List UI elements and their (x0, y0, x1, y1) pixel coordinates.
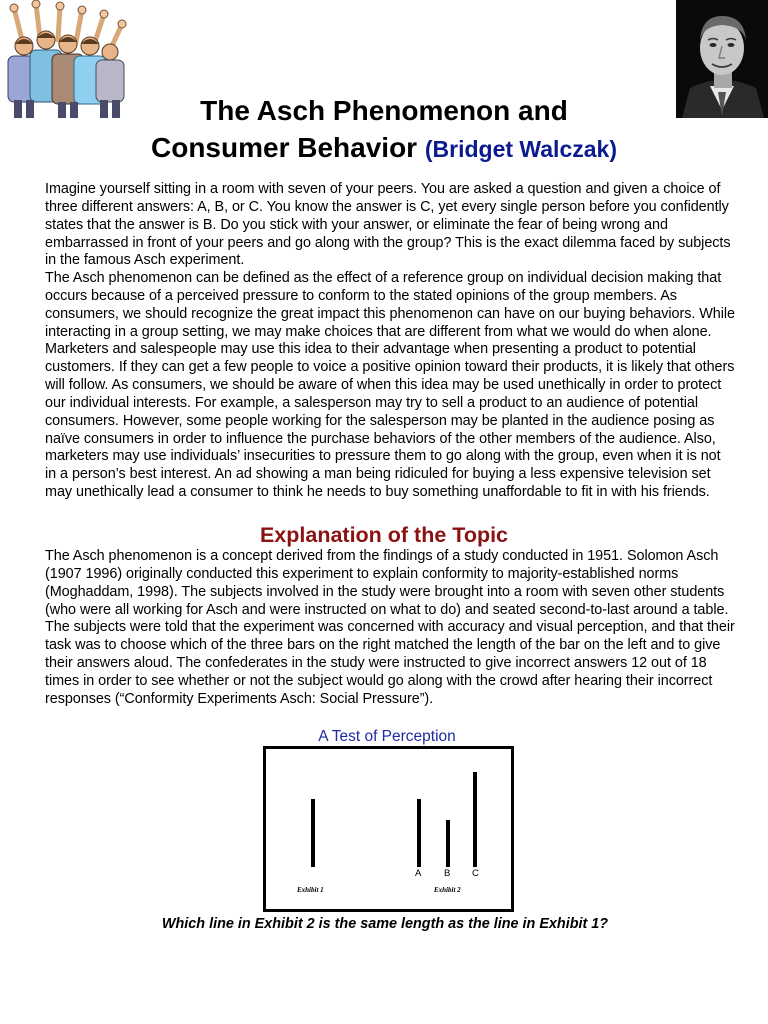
page-title (0, 92, 768, 168)
figure-question: Which line in Exhibit 2 is the same length as the line in Exhibit 1? (161, 916, 609, 932)
bar-label-b: B (444, 868, 451, 879)
bar-label-c: C (472, 868, 479, 879)
intro-paragraph-2: The Asch phenomenon can be defined as the effect of a reference group on individual decision making that occurs because of a perceived pressure to conform to the stated opinions of the group members. As consumers, we should recognize the great impact this phenomenon can have on our buying behaviors. While interacting in a group setting, we may make choices that are different from what we would do when alone. Marketers and salespeople may use this idea to their advantage when presenting a product to potential customers. If they can get a few people to voice a positive opinion toward their products, it is likely that others will follow. As consumers, we should be aware of when this idea may be used unethically in order to protect our individual interests. For example, a salesperson may try to sell a product to an audience of potential consumers. However, some people working for the salesperson may be planted in the audience posing as naïve consumers in order to influence the purchase behaviors of the other members of the audience. Also, marketers may use individuals’ insecurities to pressure them to go along with the group, even when it is not in a person’s best interest. An ad showing a man being ridiculed for buying a less expensive television set may unethically lead a consumer to think he needs to buy something unaffordable to fit in with his friends. (45, 270, 736, 501)
section-heading-explanation: Explanation of the Topic (259, 523, 509, 547)
exhibit-1-label: Exhibit 1 (297, 886, 324, 894)
exhibit-2-label: Exhibit 2 (434, 886, 461, 894)
exhibit-1-line (311, 799, 315, 867)
perception-test-figure (263, 746, 514, 912)
title-line-2: Consumer Behavior (151, 132, 425, 163)
exhibit-2-line-a (417, 799, 421, 867)
intro-paragraph-1: Imagine yourself sitting in a room with seven of your peers. You are asked a question and given a choice of three different answers: A, B, or C. You know the answer is C, yet every single person before you confidently states that the answer is B. Do you stick with your answer, or eliminate the fear of being wrong and embarrassed in front of your peers and go along with the group? This is the exact dilemma faced by subjects in the famous Asch experiment. (45, 181, 731, 269)
bar-label-a: A (415, 868, 422, 879)
exhibit-2-line-b (446, 820, 450, 867)
author-name: (Bridget Walczak) (424, 136, 617, 162)
exhibit-2-line-c (473, 772, 477, 867)
title-line-1: The Asch Phenomenon and (200, 95, 568, 126)
figure-caption: A Test of Perception (318, 728, 456, 745)
explanation-paragraph: The Asch phenomenon is a concept derived from the findings of a study conducted in 1951. Solomon Asch (1907 1996) originally conducted this experiment to explain conformity to majority-established norms (Moghaddam, 1998). The subjects involved in the study were brought into a room with seven other students (who were all working for Asch and were instructed on what to do) and seated second-to-last around a table. The subjects were told that the experiment was concerned with accuracy and visual perception, and that their task was to choose which of the three bars on the right matched the length of the bar on the left and to give their answers aloud. The confederates in the study were instructed to give incorrect answers 12 out of 18 times in order to see whether or not the subject would go along with the crowd after hearing their incorrect responses (“Conformity Experiments Asch: Social Pressure”). (45, 548, 735, 707)
